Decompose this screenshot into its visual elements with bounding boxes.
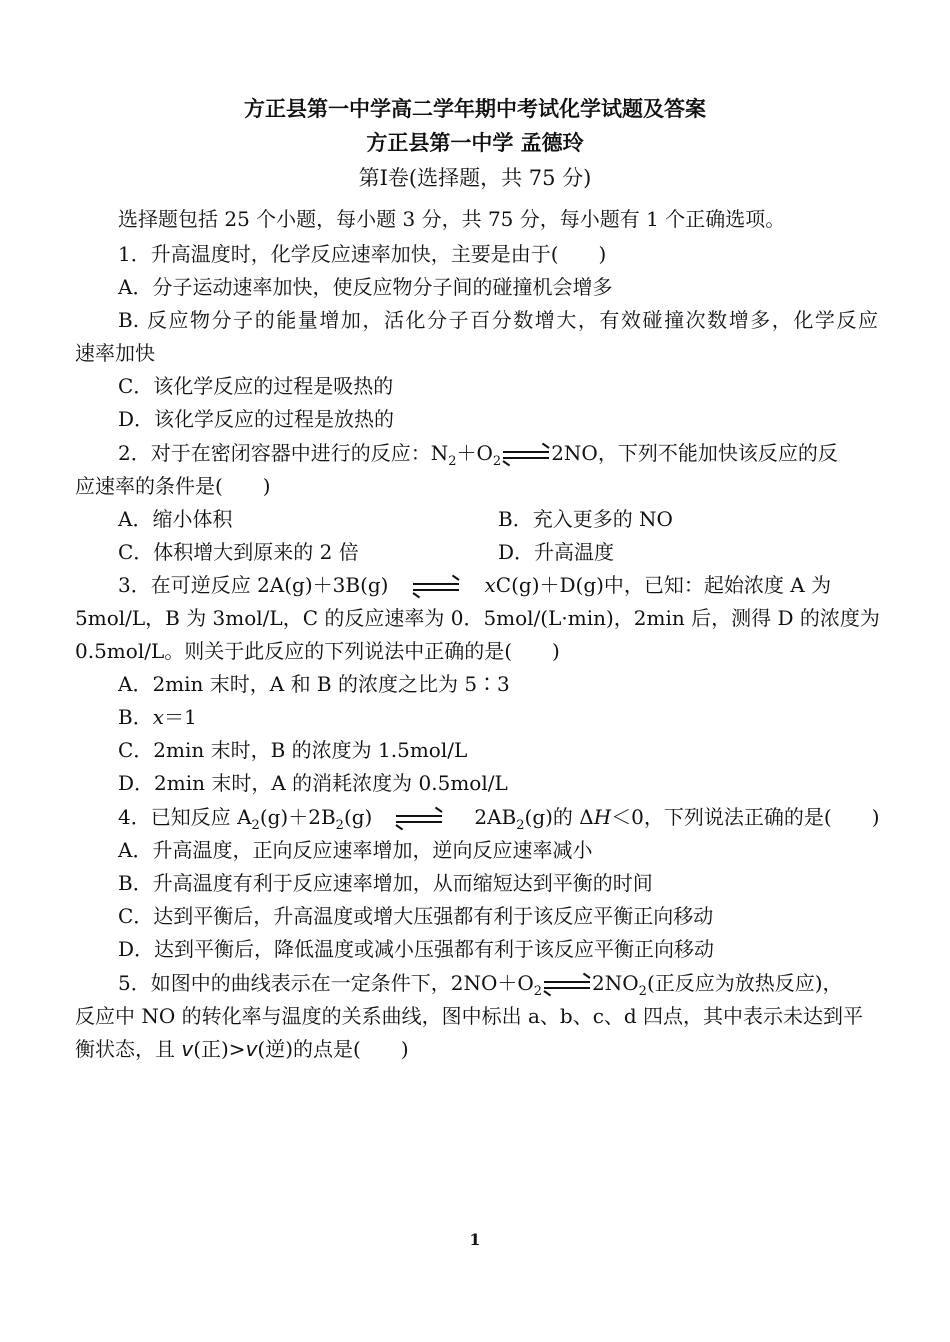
q1-option-c: C．该化学反应的过程是吸热的 bbox=[118, 374, 394, 398]
q4-sub-a2: 2 bbox=[251, 818, 260, 833]
q5-part1: 2NO bbox=[592, 971, 639, 995]
q4-sub-b2: 2 bbox=[335, 818, 344, 833]
q4-option-d: D．达到平衡后，降低温度或减小压强都有利于该反应平衡正向移动 bbox=[118, 937, 715, 961]
q5-stem-pre: 5．如图中的曲线表示在一定条件下，2NO＋O bbox=[118, 971, 534, 995]
q4-sub-ab2: 2 bbox=[516, 818, 525, 833]
q5-sub-o2: 2 bbox=[533, 984, 543, 999]
q1-stem: 1．升高温度时，化学反应速率加快，主要是由于( ) bbox=[118, 242, 607, 266]
q5-stem3-pre: 衡状态，且 bbox=[75, 1037, 182, 1061]
q2-option-d: D．升高温度 bbox=[498, 540, 615, 564]
q2-option-c: C．体积增大到原来的 2 倍 bbox=[118, 540, 359, 564]
q2-option-a: A．缩小体积 bbox=[118, 507, 233, 531]
q3-stem-line2: 5mol/L，B 为 3mol/L，C 的反应速率为 0．5mol/(L·min)，2min 后，测得 D 的浓度为 bbox=[75, 606, 880, 630]
q3-option-a: A．2min 末时，A 和 B 的浓度之比为 5∶3 bbox=[118, 672, 510, 696]
q5-stem-line1 bbox=[118, 967, 843, 1003]
author-line: 方正县第一中学 孟德玲 bbox=[366, 130, 584, 155]
q2-stem-line1 bbox=[118, 437, 838, 473]
q4-part5: ＜0，下列说法正确的是( ) bbox=[611, 805, 880, 829]
q3-option-d: D．2min 末时，A 的消耗浓度为 0.5mol/L bbox=[118, 771, 508, 795]
q2-stem-post: 2NO，下列不能加快该反应的反 bbox=[551, 441, 838, 465]
q5-stem3-post: (逆)的点是( ) bbox=[257, 1037, 409, 1061]
q3-stem-pre: 3．在可逆反应 2A(g)＋3B(g) bbox=[118, 573, 389, 597]
equilibrium-arrow-icon bbox=[413, 580, 459, 594]
q4-option-b: B．升高温度有利于反应速率增加，从而缩短达到平衡的时间 bbox=[118, 871, 653, 895]
document-title: 方正县第一中学高二学年期中考试化学试题及答案 bbox=[244, 96, 706, 121]
q5-stem3-mid: (正)> bbox=[193, 1037, 246, 1061]
q3-stem-post: C(g)＋D(g)中，已知：起始浓度 A 为 bbox=[495, 573, 832, 597]
q1-option-b-line1: B. 反应物分子的能量增加，活化分子百分数增大，有效碰撞次数增多，化学反应 bbox=[118, 308, 878, 332]
q5-stem-line2: 反应中 NO 的转化率与温度的关系曲线，图中标出 a、b、c、d 四点，其中表示未达到平 bbox=[75, 1004, 864, 1028]
q4-enthalpy-h: H bbox=[593, 805, 612, 829]
q2-option-b: B．充入更多的 NO bbox=[498, 507, 673, 531]
q5-part2: (正反应为放热反应)， bbox=[646, 971, 843, 995]
q5-stem-line3 bbox=[75, 1033, 409, 1066]
q2-sub-n2: 2 bbox=[448, 454, 457, 469]
q4-stem bbox=[118, 801, 880, 837]
page-number: 1 bbox=[469, 1230, 481, 1249]
q4-part1: (g)＋2B bbox=[259, 805, 336, 829]
q4-part3: 2AB bbox=[474, 805, 517, 829]
q1-option-a: A．分子运动速率加快，使反应物分子间的碰撞机会增多 bbox=[118, 275, 613, 299]
q4-part4: (g)的 Δ bbox=[524, 805, 594, 829]
q3-stem-line1 bbox=[118, 569, 831, 602]
q3-stem-line3: 0.5mol/L。则关于此反应的下列说法中正确的是( ) bbox=[75, 639, 560, 663]
q3-option-b-label: B． bbox=[118, 705, 153, 729]
q3-option-b bbox=[118, 701, 197, 734]
q1-option-b-line2: 速率加快 bbox=[75, 341, 155, 365]
q1-option-d: D．该化学反应的过程是放热的 bbox=[118, 407, 395, 431]
q5-v-forward: v bbox=[181, 1037, 194, 1061]
q2-stem-line2: 应速率的条件是( ) bbox=[75, 474, 271, 498]
equilibrium-arrow-icon bbox=[396, 812, 442, 826]
q2-stem-pre: 2．对于在密闭容器中进行的反应：N bbox=[118, 441, 449, 465]
q3-option-b-value: ＝1 bbox=[163, 705, 197, 729]
q5-v-reverse: v bbox=[245, 1037, 258, 1061]
equilibrium-arrow-icon bbox=[503, 448, 549, 462]
section-heading: 第Ⅰ卷(选择题，共 75 分) bbox=[358, 166, 592, 190]
q4-part2: (g) bbox=[343, 805, 373, 829]
q4-option-a: A．升高温度，正向反应速率增加，逆向反应速率减小 bbox=[118, 838, 593, 862]
intro-line: 选择题包括 25 个小题，每小题 3 分，共 75 分，每小题有 1 个正确选项。 bbox=[118, 207, 786, 231]
q3-x: x bbox=[484, 573, 496, 597]
q3-option-b-x: x bbox=[152, 705, 164, 729]
q2-plus: ＋O bbox=[456, 441, 493, 465]
q2-sub-o2: 2 bbox=[492, 454, 502, 469]
q4-option-c: C．达到平衡后，升高温度或增大压强都有利于该反应平衡正向移动 bbox=[118, 904, 714, 928]
equilibrium-arrow-icon bbox=[544, 978, 590, 992]
q5-sub-no2: 2 bbox=[638, 984, 647, 999]
q4-stem-pre: 4．已知反应 A bbox=[118, 805, 252, 829]
q3-option-c: C．2min 末时，B 的浓度为 1.5mol/L bbox=[118, 738, 468, 762]
